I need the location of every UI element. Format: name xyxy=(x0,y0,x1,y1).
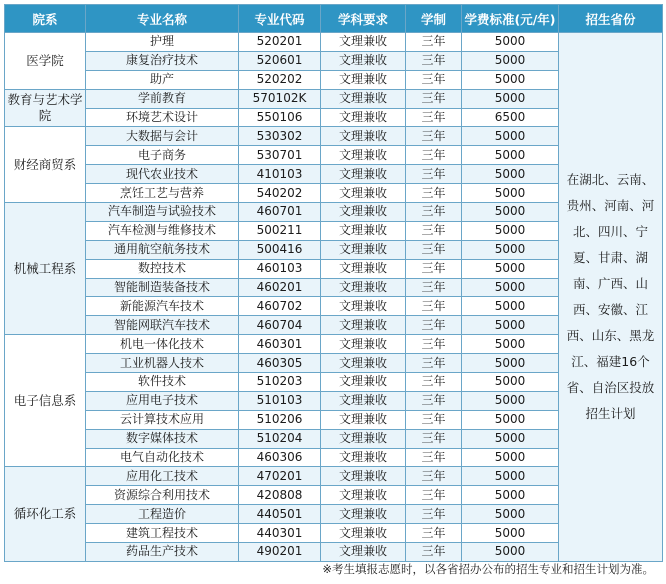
major-name: 大数据与会计 xyxy=(86,127,239,146)
major-name: 应用化工技术 xyxy=(86,467,239,486)
major-name: 烹饪工艺与营养 xyxy=(86,184,239,203)
major-name: 药品生产技术 xyxy=(86,543,239,562)
tuition-fee: 5000 xyxy=(462,127,559,146)
tuition-fee: 5000 xyxy=(462,486,559,505)
major-code: 460103 xyxy=(239,259,321,278)
major-code: 460305 xyxy=(239,354,321,373)
study-duration: 三年 xyxy=(406,51,462,70)
subject-requirement: 文理兼收 xyxy=(321,543,406,562)
study-duration: 三年 xyxy=(406,108,462,127)
subject-requirement: 文理兼收 xyxy=(321,203,406,222)
major-code: 440501 xyxy=(239,505,321,524)
study-duration: 三年 xyxy=(406,410,462,429)
major-code: 540202 xyxy=(239,184,321,203)
tuition-fee: 5000 xyxy=(462,448,559,467)
study-duration: 三年 xyxy=(406,278,462,297)
major-code: 510204 xyxy=(239,429,321,448)
subject-requirement: 文理兼收 xyxy=(321,354,406,373)
study-duration: 三年 xyxy=(406,127,462,146)
major-name: 智能制造装备技术 xyxy=(86,278,239,297)
subject-requirement: 文理兼收 xyxy=(321,259,406,278)
major-name: 现代农业技术 xyxy=(86,165,239,184)
major-code: 510206 xyxy=(239,410,321,429)
subject-requirement: 文理兼收 xyxy=(321,429,406,448)
major-name: 工业机器人技术 xyxy=(86,354,239,373)
major-name: 汽车检测与维修技术 xyxy=(86,221,239,240)
major-name: 云计算技术应用 xyxy=(86,410,239,429)
study-duration: 三年 xyxy=(406,297,462,316)
enrollment-table xyxy=(4,4,663,562)
tuition-fee: 5000 xyxy=(462,33,559,52)
subject-requirement: 文理兼收 xyxy=(321,51,406,70)
subject-requirement: 文理兼收 xyxy=(321,316,406,335)
major-code: 500416 xyxy=(239,240,321,259)
major-code: 570102K xyxy=(239,89,321,108)
major-code: 420808 xyxy=(239,486,321,505)
department-name: 循环化工系 xyxy=(5,467,86,561)
major-code: 520202 xyxy=(239,70,321,89)
subject-requirement: 文理兼收 xyxy=(321,70,406,89)
department-name: 机械工程系 xyxy=(5,203,86,335)
study-duration: 三年 xyxy=(406,373,462,392)
study-duration: 三年 xyxy=(406,146,462,165)
tuition-fee: 5000 xyxy=(462,524,559,543)
subject-requirement: 文理兼收 xyxy=(321,410,406,429)
subject-requirement: 文理兼收 xyxy=(321,127,406,146)
table-row xyxy=(5,33,663,52)
major-code: 460702 xyxy=(239,297,321,316)
tuition-fee: 5000 xyxy=(462,165,559,184)
subject-requirement: 文理兼收 xyxy=(321,467,406,486)
major-code: 460301 xyxy=(239,335,321,354)
header-subject: 学科要求 xyxy=(321,5,406,33)
tuition-fee: 5000 xyxy=(462,391,559,410)
tuition-fee: 5000 xyxy=(462,240,559,259)
tuition-fee: 5000 xyxy=(462,316,559,335)
major-code: 530701 xyxy=(239,146,321,165)
subject-requirement: 文理兼收 xyxy=(321,89,406,108)
tuition-fee: 5000 xyxy=(462,51,559,70)
major-code: 490201 xyxy=(239,543,321,562)
major-code: 550106 xyxy=(239,108,321,127)
major-code: 520201 xyxy=(239,33,321,52)
major-name: 助产 xyxy=(86,70,239,89)
major-name: 电子商务 xyxy=(86,146,239,165)
subject-requirement: 文理兼收 xyxy=(321,184,406,203)
major-code: 520601 xyxy=(239,51,321,70)
study-duration: 三年 xyxy=(406,505,462,524)
major-name: 机电一体化技术 xyxy=(86,335,239,354)
major-name: 护理 xyxy=(86,33,239,52)
department-name: 教育与艺术学院 xyxy=(5,89,86,127)
major-code: 500211 xyxy=(239,221,321,240)
subject-requirement: 文理兼收 xyxy=(321,165,406,184)
study-duration: 三年 xyxy=(406,33,462,52)
major-code: 510103 xyxy=(239,391,321,410)
major-name: 新能源汽车技术 xyxy=(86,297,239,316)
subject-requirement: 文理兼收 xyxy=(321,448,406,467)
study-duration: 三年 xyxy=(406,429,462,448)
study-duration: 三年 xyxy=(406,184,462,203)
tuition-fee: 5000 xyxy=(462,505,559,524)
major-code: 460201 xyxy=(239,278,321,297)
major-code: 530302 xyxy=(239,127,321,146)
major-code: 460704 xyxy=(239,316,321,335)
tuition-fee: 5000 xyxy=(462,297,559,316)
table-body xyxy=(5,33,663,562)
tuition-fee: 5000 xyxy=(462,429,559,448)
subject-requirement: 文理兼收 xyxy=(321,335,406,354)
major-name: 通用航空航务技术 xyxy=(86,240,239,259)
enrollment-provinces: 在湖北、云南、贵州、河南、河北、四川、宁夏、甘肃、湖南、广西、山西、安徽、江西、山东、黑龙江、福建16个省、自治区投放招生计划 xyxy=(559,33,663,562)
header-dept: 院系 xyxy=(5,5,86,33)
subject-requirement: 文理兼收 xyxy=(321,373,406,392)
tuition-fee: 5000 xyxy=(462,335,559,354)
subject-requirement: 文理兼收 xyxy=(321,146,406,165)
tuition-fee: 5000 xyxy=(462,373,559,392)
major-name: 汽车制造与试验技术 xyxy=(86,203,239,222)
tuition-fee: 6500 xyxy=(462,108,559,127)
major-code: 460701 xyxy=(239,203,321,222)
study-duration: 三年 xyxy=(406,89,462,108)
study-duration: 三年 xyxy=(406,448,462,467)
study-duration: 三年 xyxy=(406,524,462,543)
major-code: 410103 xyxy=(239,165,321,184)
tuition-fee: 5000 xyxy=(462,221,559,240)
major-name: 环境艺术设计 xyxy=(86,108,239,127)
study-duration: 三年 xyxy=(406,240,462,259)
major-name: 电气自动化技术 xyxy=(86,448,239,467)
tuition-fee: 5000 xyxy=(462,89,559,108)
tuition-fee: 5000 xyxy=(462,354,559,373)
header-duration: 学制 xyxy=(406,5,462,33)
department-name: 财经商贸系 xyxy=(5,127,86,203)
header-major: 专业名称 xyxy=(86,5,239,33)
study-duration: 三年 xyxy=(406,203,462,222)
tuition-fee: 5000 xyxy=(462,543,559,562)
study-duration: 三年 xyxy=(406,259,462,278)
major-code: 440301 xyxy=(239,524,321,543)
subject-requirement: 文理兼收 xyxy=(321,486,406,505)
major-name: 工程造价 xyxy=(86,505,239,524)
major-name: 资源综合利用技术 xyxy=(86,486,239,505)
subject-requirement: 文理兼收 xyxy=(321,33,406,52)
department-name: 医学院 xyxy=(5,33,86,90)
major-code: 510203 xyxy=(239,373,321,392)
department-name: 电子信息系 xyxy=(5,335,86,467)
major-code: 460306 xyxy=(239,448,321,467)
major-name: 数字媒体技术 xyxy=(86,429,239,448)
table-header xyxy=(5,5,663,33)
study-duration: 三年 xyxy=(406,165,462,184)
enrollment-table-container xyxy=(4,4,662,562)
major-code: 470201 xyxy=(239,467,321,486)
header-provinces: 招生省份 xyxy=(559,5,663,33)
subject-requirement: 文理兼收 xyxy=(321,524,406,543)
subject-requirement: 文理兼收 xyxy=(321,221,406,240)
study-duration: 三年 xyxy=(406,316,462,335)
tuition-fee: 5000 xyxy=(462,410,559,429)
tuition-fee: 5000 xyxy=(462,184,559,203)
major-name: 软件技术 xyxy=(86,373,239,392)
header-code: 专业代码 xyxy=(239,5,321,33)
study-duration: 三年 xyxy=(406,486,462,505)
subject-requirement: 文理兼收 xyxy=(321,505,406,524)
study-duration: 三年 xyxy=(406,70,462,89)
footnote: ※考生填报志愿时，以各省招办公布的招生专业和招生计划为准。 xyxy=(322,562,654,576)
study-duration: 三年 xyxy=(406,543,462,562)
tuition-fee: 5000 xyxy=(462,70,559,89)
tuition-fee: 5000 xyxy=(462,203,559,222)
subject-requirement: 文理兼收 xyxy=(321,278,406,297)
major-name: 智能网联汽车技术 xyxy=(86,316,239,335)
subject-requirement: 文理兼收 xyxy=(321,391,406,410)
tuition-fee: 5000 xyxy=(462,146,559,165)
major-name: 数控技术 xyxy=(86,259,239,278)
study-duration: 三年 xyxy=(406,467,462,486)
header-fee: 学费标准(元/年) xyxy=(462,5,559,33)
major-name: 建筑工程技术 xyxy=(86,524,239,543)
subject-requirement: 文理兼收 xyxy=(321,108,406,127)
major-name: 应用电子技术 xyxy=(86,391,239,410)
tuition-fee: 5000 xyxy=(462,278,559,297)
subject-requirement: 文理兼收 xyxy=(321,240,406,259)
study-duration: 三年 xyxy=(406,354,462,373)
major-name: 学前教育 xyxy=(86,89,239,108)
study-duration: 三年 xyxy=(406,221,462,240)
tuition-fee: 5000 xyxy=(462,467,559,486)
major-name: 康复治疗技术 xyxy=(86,51,239,70)
subject-requirement: 文理兼收 xyxy=(321,297,406,316)
study-duration: 三年 xyxy=(406,335,462,354)
study-duration: 三年 xyxy=(406,391,462,410)
tuition-fee: 5000 xyxy=(462,259,559,278)
